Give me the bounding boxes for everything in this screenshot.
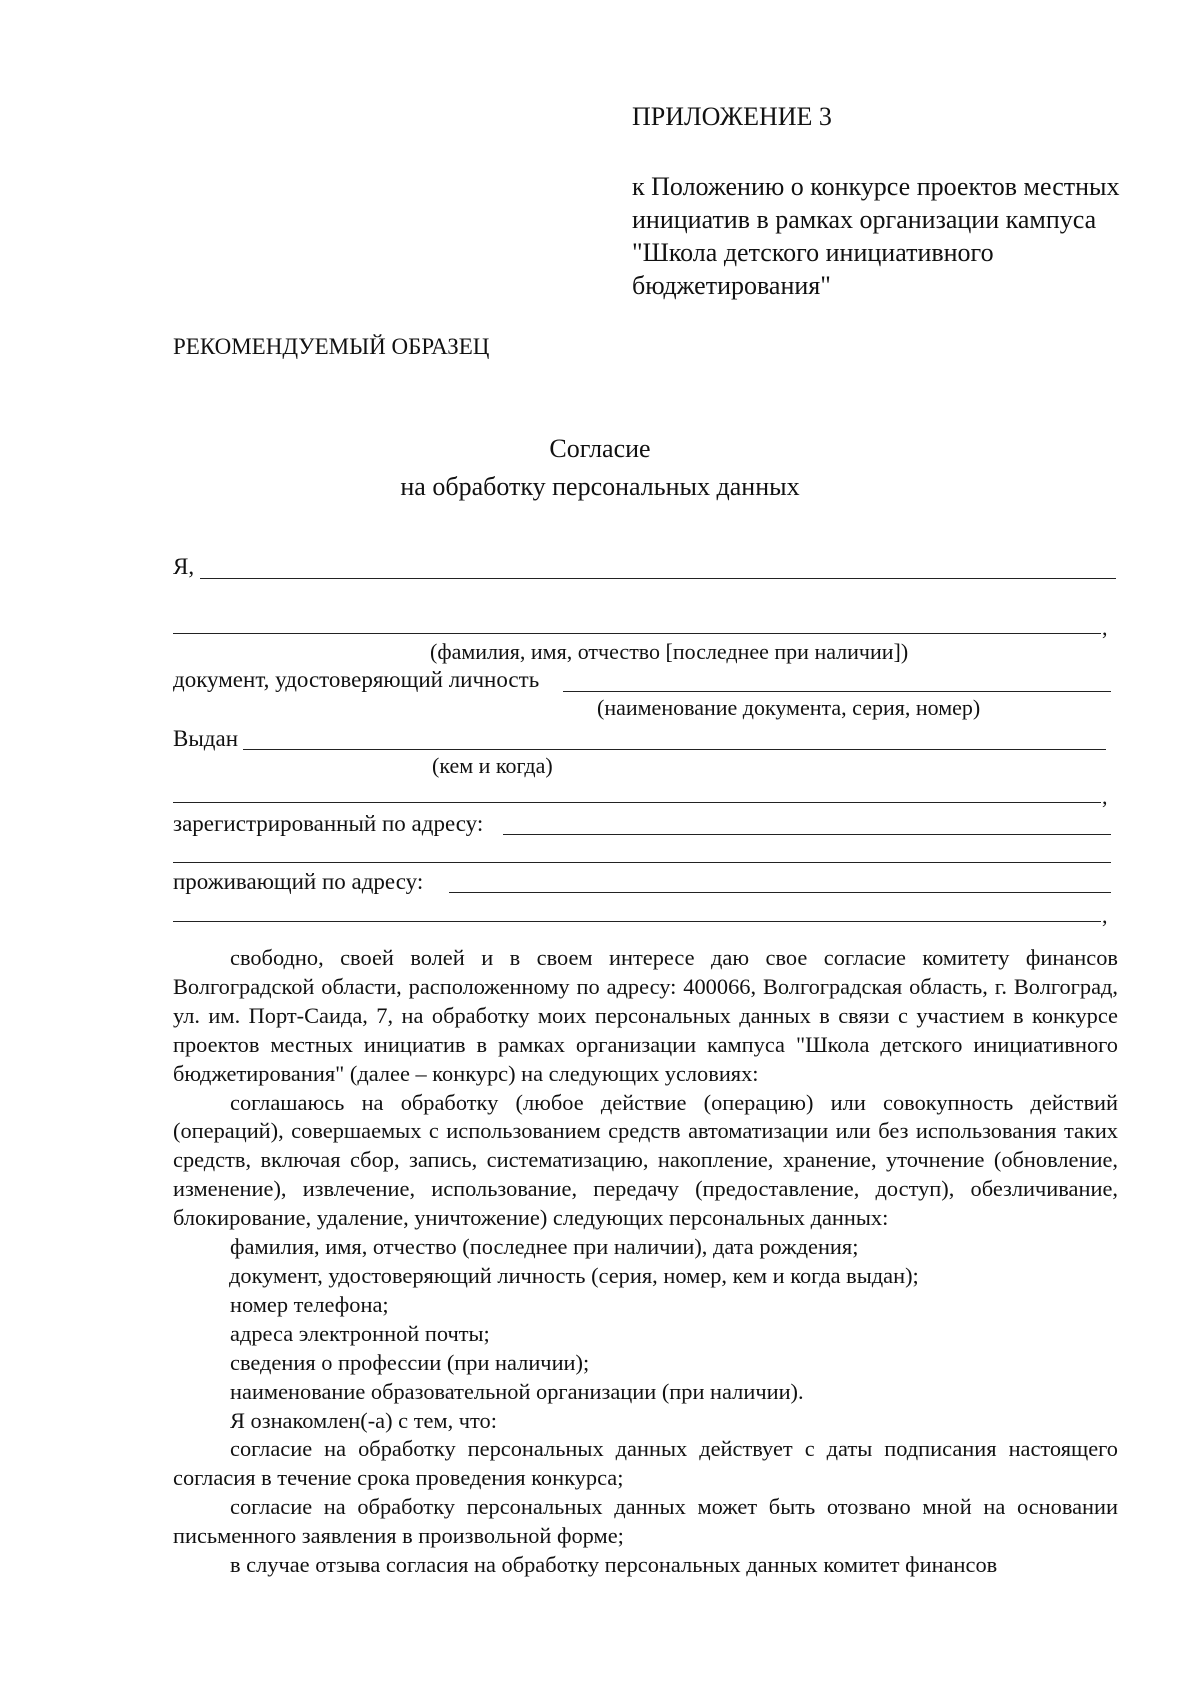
comma-1: , xyxy=(1102,615,1108,640)
document-title: Согласие xyxy=(549,434,651,463)
issued-line-2[interactable] xyxy=(173,802,1101,803)
acknowledgement-heading: Я ознакомлен(-а) с тем, что: xyxy=(230,1407,497,1433)
issued-label: Выдан xyxy=(173,726,239,751)
consent-paragraph-3: согласие на обработку персональных данных действует с даты подписания настоящего согласия в течение срока проведения конкурса; xyxy=(173,1436,1118,1491)
registered-label: зарегистрированный по адресу: xyxy=(173,811,484,836)
consent-body xyxy=(173,944,1118,1580)
consent-paragraph-5: в случае отзыва согласия на обработку персональных данных комитет финансов xyxy=(230,1552,998,1578)
registered-line[interactable] xyxy=(503,834,1111,835)
living-line[interactable] xyxy=(449,892,1111,893)
i-label: Я, xyxy=(173,554,195,579)
registered-line-2[interactable] xyxy=(173,862,1111,863)
issued-line[interactable] xyxy=(243,749,1106,750)
doc-hint: (наименование документа, серия, номер) xyxy=(597,695,981,720)
doc-label: документ, удостоверяющий личность xyxy=(173,667,540,692)
comma-2: , xyxy=(1102,784,1108,809)
living-line-2[interactable] xyxy=(173,921,1101,922)
sample-label: РЕКОМЕНДУЕМЫЙ ОБРАЗЕЦ xyxy=(173,334,490,359)
data-item-1: фамилия, имя, отчество (последнее при наличии), дата рождения; xyxy=(230,1234,859,1260)
appendix-reference: к Положению о конкурсе проектов местных инициатив в рамках организации кампуса "Школа детского инициативного бюджетирования" xyxy=(632,172,1120,300)
consent-paragraph-2: соглашаюсь на обработку (любое действие (операцию) или совокупность действий (операций), совершаемых с использованием средств автоматизации или без использования таких средств, включая сбор, запись, систематизацию, накопление, хранение, уточнение (обновление, изменение), извлечение, использование, передачу (предоставление, доступ), обезличивание, блокирование, удаление, уничтожение) следующих персональных данных: xyxy=(173,1089,1118,1231)
data-item-6: наименование образовательной организации (при наличии). xyxy=(230,1378,804,1404)
data-item-5: сведения о профессии (при наличии); xyxy=(230,1349,590,1375)
issued-hint: (кем и когда) xyxy=(432,753,553,778)
appendix-number: ПРИЛОЖЕНИЕ 3 xyxy=(632,102,832,131)
data-item-4: адреса электронной почты; xyxy=(230,1320,490,1346)
consent-paragraph-4: согласие на обработку персональных данных может быть отозвано мной на основании письменного заявления в произвольной форме; xyxy=(173,1494,1118,1549)
name-line-2[interactable] xyxy=(173,633,1101,634)
comma-3: , xyxy=(1102,903,1108,928)
living-label: проживающий по адресу: xyxy=(173,869,424,894)
doc-line[interactable] xyxy=(563,691,1111,692)
consent-paragraph-1: свободно, своей волей и в своем интересе даю свое согласие комитету финансов Волгоградской области, расположенному по адресу: 400066, Волгоградская область, г. Волгоград, ул. им. Порт-Саида, 7, на обработку моих персональных данных в связи с участием в конкурсе проектов местных инициатив в рамках организации кампуса "Школа детского инициативного бюджетирования" (далее – конкурс) на следующих условиях: xyxy=(173,945,1118,1086)
name-line-1[interactable] xyxy=(200,578,1116,579)
document-subtitle: на обработку персональных данных xyxy=(400,472,800,501)
fio-hint: (фамилия, имя, отчество [последнее при наличии]) xyxy=(430,639,909,664)
data-item-2: документ, удостоверяющий личность (серия, номер, кем и когда выдан); xyxy=(229,1262,919,1288)
data-item-3: номер телефона; xyxy=(230,1291,389,1317)
